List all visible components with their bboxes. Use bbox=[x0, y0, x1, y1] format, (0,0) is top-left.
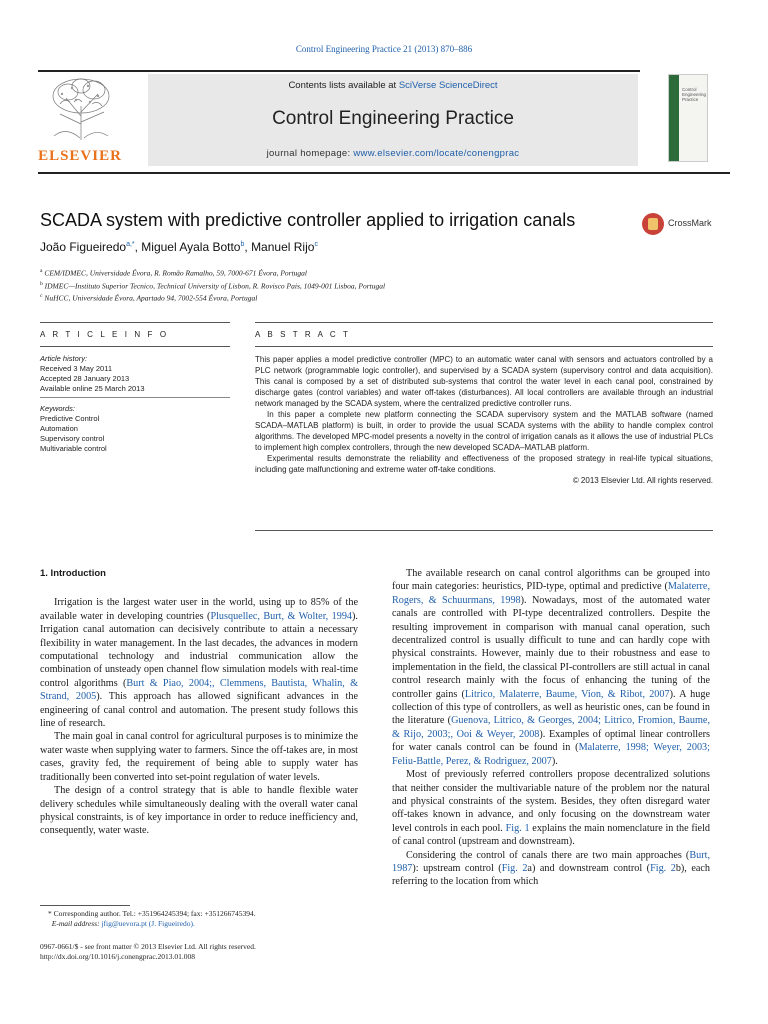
crossmark-badge[interactable] bbox=[642, 211, 724, 239]
article-info-top-rule bbox=[40, 322, 230, 323]
keyword-item: Automation bbox=[40, 424, 78, 433]
homepage-link[interactable]: www.elsevier.com/locate/conengprac bbox=[353, 148, 520, 159]
crossmark-icon bbox=[642, 213, 664, 235]
email-line bbox=[48, 919, 368, 929]
affiliations bbox=[40, 266, 680, 304]
author-list: João Figueiredo$^{a,*}$, Miguel Ayala Botto$^b$, Manuel Rijo$^c$ bbox=[40, 240, 318, 254]
sciencedirect-link[interactable]: SciVerse ScienceDirect bbox=[398, 80, 498, 91]
history-label: Article history: bbox=[40, 354, 88, 363]
author-name[interactable]: Manuel Rijo bbox=[251, 240, 315, 254]
citation-link[interactable]: Fig. 2 bbox=[650, 862, 676, 874]
homepage-line bbox=[148, 148, 638, 159]
affiliation-marker: b bbox=[40, 280, 43, 287]
corresponding-author-footnote bbox=[48, 909, 368, 929]
keyword-item: Supervisory control bbox=[40, 434, 105, 443]
elsevier-tree-icon bbox=[46, 76, 116, 142]
citation-link[interactable]: Burt, 1987 bbox=[392, 849, 710, 874]
article-info-heading-rule bbox=[40, 346, 230, 347]
author-name[interactable]: João Figueiredo bbox=[40, 240, 127, 254]
abstract-paragraph: This paper applies a model predictive controller (MPC) to an automatic water canal with sensors and actuators controlled by a PLC network (programmable logic controller), and supervised by a SCADA system (supervisory control and data acquisition). This canal is composed by a set of distributed sub-systems that control the water level in each canal pool, constrained by discharge gates (control variables) and water off-takes (disturbances). All local controllers are available through an industrial network managed by the SCADA system, where the centralized predictive controller runs. bbox=[255, 355, 713, 408]
abstract-heading-rule bbox=[255, 346, 713, 347]
citation-link[interactable]: Burt & Piao, 2004;, Clemmens, Bautista, Whalin, & Strand, 2005 bbox=[40, 677, 358, 703]
abstract bbox=[255, 354, 713, 486]
body-paragraph: The available research on canal control algorithms can be grouped into four main categories: heuristics, PID-type, optimal and predictive (Malaterre, Rogers, & Schuurmans, 1998). Nowadays, most of the automated water canals are controlled with PI-type decentralized controllers. Despite the resulting improvement in comparison with manual canal operation, such decentralized control is usually difficult to tune and can hardly cope with physical constraints. However, mainly due to their robustness and ease to implementation in the field, the classical PI-controllers are still actual in canal control research mainly with the focus of enhancing the tuning of the controller gains (Litrico, Malaterre, Baume, Vion, & Ribot, 2007). A huge collection of this type of controllers, as well as heuristic ones, can be found in the literature (Guenova, Litrico, & Georges, 2004; Litrico, Fromion, Baume, & Rijo, 2003;, Ooi & Weyer, 2008). Examples of optimal linear controllers for water canals control can be found in (Malaterre, 1998; Weyer, 2003; Feliu-Battle, Perez, & Rodriguez, 2007). bbox=[392, 568, 710, 767]
left-paragraphs bbox=[40, 596, 358, 837]
body-paragraph: Most of previously referred controllers propose decentralized solutions that neither consider the multivariable nature of the problem nor the natural and physical constraints of the system. Besides, they often disregard water off-takes known in advance, and only focusing on the downstream water level controls in each pool. Fig. 1 explains the main nomenclature in the field of canal control (upstream and downstream). bbox=[392, 769, 710, 848]
keywords-label: Keywords: bbox=[40, 404, 76, 413]
issn-line: 0967-0661/$ - see front matter © 2013 Elsevier Ltd. All rights reserved. bbox=[40, 942, 256, 951]
abstract-copyright: © 2013 Elsevier Ltd. All rights reserved. bbox=[572, 476, 713, 485]
elsevier-wordmark: ELSEVIER bbox=[38, 148, 122, 164]
affiliation-marker: c bbox=[40, 293, 43, 299]
affiliation-marker: a bbox=[40, 268, 43, 274]
masthead-banner bbox=[148, 74, 638, 166]
homepage-prefix: journal homepage: bbox=[266, 148, 354, 159]
keyword-item: Multivariable control bbox=[40, 444, 107, 453]
masthead-bottom-rule bbox=[38, 172, 730, 174]
abstract-heading: A B S T R A C T bbox=[255, 330, 351, 339]
body-column-right bbox=[392, 567, 710, 889]
contents-line bbox=[148, 80, 638, 91]
citation-link[interactable]: Fig. 1 bbox=[505, 822, 530, 834]
author-affil-marker[interactable]: b bbox=[240, 241, 245, 248]
affiliation-item bbox=[40, 291, 680, 304]
email-label: E-mail address: bbox=[51, 919, 100, 928]
affiliation-item bbox=[40, 266, 680, 279]
author-affil-marker[interactable]: a,* bbox=[126, 241, 135, 248]
elsevier-logo[interactable] bbox=[38, 72, 122, 168]
article-title: SCADA system with predictive controller applied to irrigation canals bbox=[40, 210, 576, 230]
abstract-top-rule bbox=[255, 322, 713, 323]
section-heading-introduction: 1. Introduction bbox=[40, 568, 106, 579]
affiliation-text: NuHCC, Universidade Évora, Apartado 94, 7002-554 Évora, Portugal bbox=[44, 293, 258, 303]
citation-link[interactable]: Litrico, Malaterre, Baume, Vion, & Ribot, 2007 bbox=[464, 688, 670, 700]
doi-link[interactable]: http://dx.doi.org/10.1016/j.conengprac.2013.01.008 bbox=[40, 952, 196, 961]
body-paragraph: Considering the control of canals there are two main approaches (Burt, 1987): upstream control (Fig. 2a) and downstream control (Fig. 2b), each referring to the location from which bbox=[392, 849, 710, 888]
article-info-heading: A R T I C L E I N F O bbox=[40, 330, 169, 339]
available-date: Available online 25 March 2013 bbox=[40, 384, 230, 398]
contents-prefix: Contents lists available at bbox=[288, 80, 399, 91]
abstract-bottom-rule bbox=[255, 530, 713, 531]
journal-title: Control Engineering Practice bbox=[272, 108, 514, 129]
journal-masthead bbox=[38, 70, 730, 172]
affiliation-text: IDMEC—Instituto Superior Tecnico, Technical University of Lisbon, R. Rovisco Pais, 1049-001 Lisboa, Portugal bbox=[44, 281, 386, 290]
body-paragraph: The design of a control strategy that is able to handle flexible water delivery schedules while simultaneously dealing with the overall water canal physical constraints, is of key importance in order to reduce inefficiency and, consequently, water waste. bbox=[40, 785, 358, 837]
body-column-left bbox=[40, 567, 358, 838]
accepted-date: Accepted 28 January 2013 bbox=[40, 374, 130, 383]
journal-cover[interactable] bbox=[640, 70, 730, 168]
cover-title: Control Engineering Practice bbox=[682, 87, 707, 102]
body-paragraph: Irrigation is the largest water user in the world, using up to 85% of the available water in developing countries (Plusquellec, Burt, & Wolter, 1994). Irrigation canal automation can decisively contribute to attain a necessary flexibility in water management. In the last decades, the advances in modern computational technology and industrial communication allow the combination of unsteady open channel flow simulation models with real-time control algorithms (Burt & Piao, 2004;, Clemmens, Bautista, Whalin, & Strand, 2005). This approach has allowed significant advances in the engineering of canal control and automation. The present study follows this line of research. bbox=[40, 597, 359, 730]
author-name[interactable]: Miguel Ayala Botto bbox=[141, 240, 241, 254]
corresponding-author-line: * Corresponding author. Tel.: +351964245394; fax: +351266745394. bbox=[48, 909, 256, 918]
citation-link[interactable]: Guenova, Litrico, & Georges, 2004; Litrico, Fromion, Baume, & Rijo, 2003;, Ooi & Weyer, 2008 bbox=[392, 715, 710, 740]
affiliation-text: CEM/IDMEC, Universidade Évora, R. Romão Ramalho, 59, 7000-671 Évora, Portugal bbox=[44, 268, 308, 278]
journal-cover-thumbnail bbox=[668, 74, 708, 162]
keyword-item: Predictive Control bbox=[40, 414, 100, 423]
abstract-paragraph: In this paper a complete new platform connecting the SCADA supervisory system and the MATLAB software (named SCADA–MATLAB platform) is built, in order to provide the usual SCADA systems with the ability to handle complex control algorithms. The developed MPC-model presents a novelty in the control of irrigation canals as it allows the use of industrial PLCs to implement high complex controllers, through the new developed SCADA–MATLAB platform. bbox=[255, 410, 713, 452]
abstract-paragraph: Experimental results demonstrate the reliability and effectiveness of the proposed strategy in real-life typical situations, including gate malfunctioning and extreme water off-take conditions. bbox=[255, 454, 713, 474]
citation-link[interactable]: Malaterre, Rogers, & Schuurmans, 1998 bbox=[392, 581, 710, 606]
right-paragraphs bbox=[392, 567, 710, 889]
author-affil-marker[interactable]: c bbox=[314, 241, 318, 248]
citation-link[interactable]: Malaterre, 1998; Weyer, 2003; Feliu-Battle, Perez, & Rodriguez, 2007 bbox=[392, 742, 710, 767]
citation-link[interactable]: Plusquellec, Burt, & Wolter, 1994 bbox=[210, 610, 353, 622]
crossmark-label: CrossMark bbox=[668, 218, 712, 228]
journal-reference[interactable]: Control Engineering Practice 21 (2013) 870–886 bbox=[295, 44, 473, 54]
cover-strip bbox=[669, 75, 679, 161]
affiliation-item bbox=[40, 279, 680, 292]
email-link[interactable]: jfig@uevora.pt (J. Figueiredo). bbox=[99, 919, 195, 928]
issn-block bbox=[40, 942, 360, 962]
received-date: Received 3 May 2011 bbox=[40, 364, 112, 373]
article-info bbox=[40, 354, 230, 454]
citation-link[interactable]: Fig. 2 bbox=[501, 862, 528, 874]
body-paragraph: The main goal in canal control for agricultural purposes is to minimize the water waste when supplying water to farmers. Since the off-takes are, in most cases, gravity fed, the requirement of being able to supply water has traditionally been converted into set-point regulation of water levels. bbox=[40, 731, 358, 783]
footnote-rule bbox=[40, 905, 130, 906]
